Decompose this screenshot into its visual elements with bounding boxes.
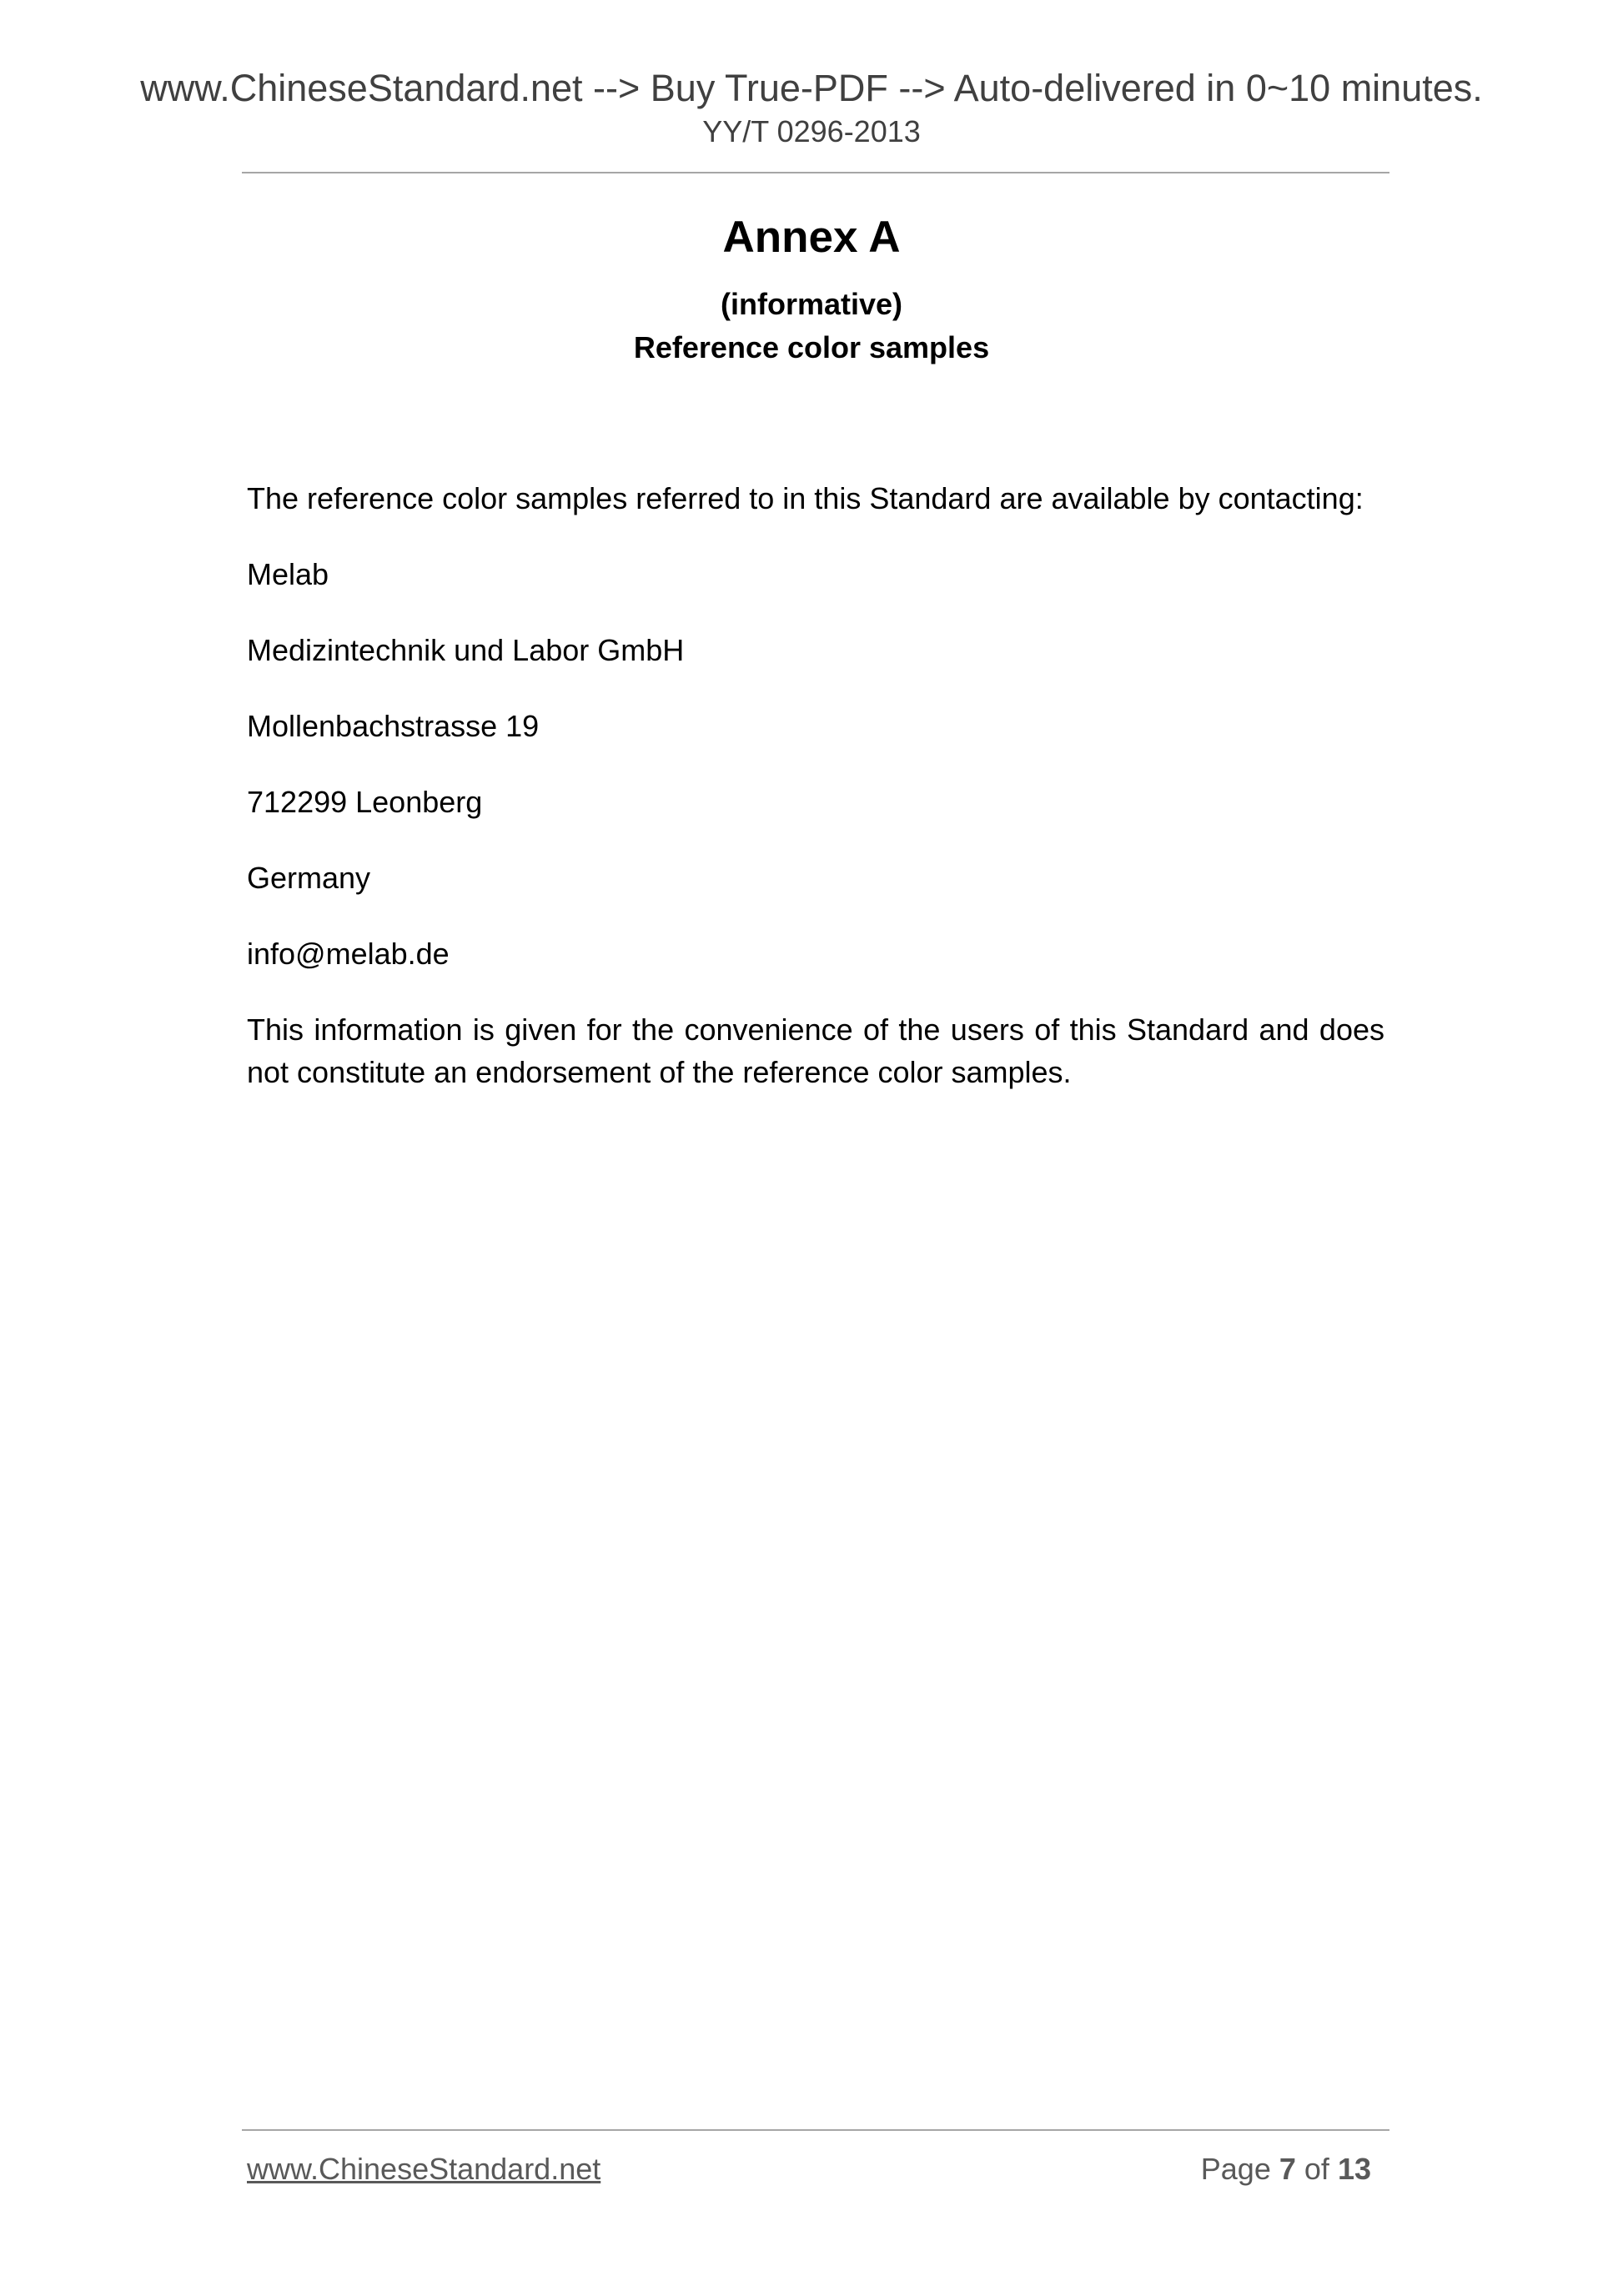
footer-divider — [242, 2129, 1389, 2131]
header-divider — [242, 172, 1389, 173]
intro-paragraph: The reference color samples referred to in this Standard are available by contacting: — [247, 481, 1364, 515]
contact-company: Medizintechnik und Labor GmbH — [247, 633, 685, 667]
footer-site-link[interactable]: www.ChineseStandard.net — [247, 2152, 601, 2186]
page-total: 13 — [1337, 2152, 1371, 2186]
contact-name: Melab — [247, 557, 329, 591]
page-label: Page — [1200, 2152, 1271, 2186]
page-of: of — [1304, 2152, 1329, 2186]
standard-code: YY/T 0296-2013 — [702, 114, 921, 148]
disclaimer-paragraph: This information is given for the convenience of the users of this Standard and does not constitute an endorsement of the reference color samples. — [247, 1012, 1384, 1089]
page-indicator — [1201, 2150, 1371, 2188]
annex-type: (informative) — [720, 287, 903, 321]
top-banner: www.ChineseStandard.net --> Buy True-PDF --> Auto-delivered in 0~10 minutes. — [140, 67, 1483, 109]
contact-city: 712299 Leonberg — [247, 785, 483, 819]
contact-country: Germany — [247, 861, 371, 895]
annex-subtitle: Reference color samples — [633, 330, 990, 364]
contact-street: Mollenbachstrasse 19 — [247, 709, 540, 743]
page-current: 7 — [1279, 2152, 1296, 2186]
annex-title: Annex A — [722, 213, 901, 262]
contact-email: info@melab.de — [247, 937, 450, 971]
